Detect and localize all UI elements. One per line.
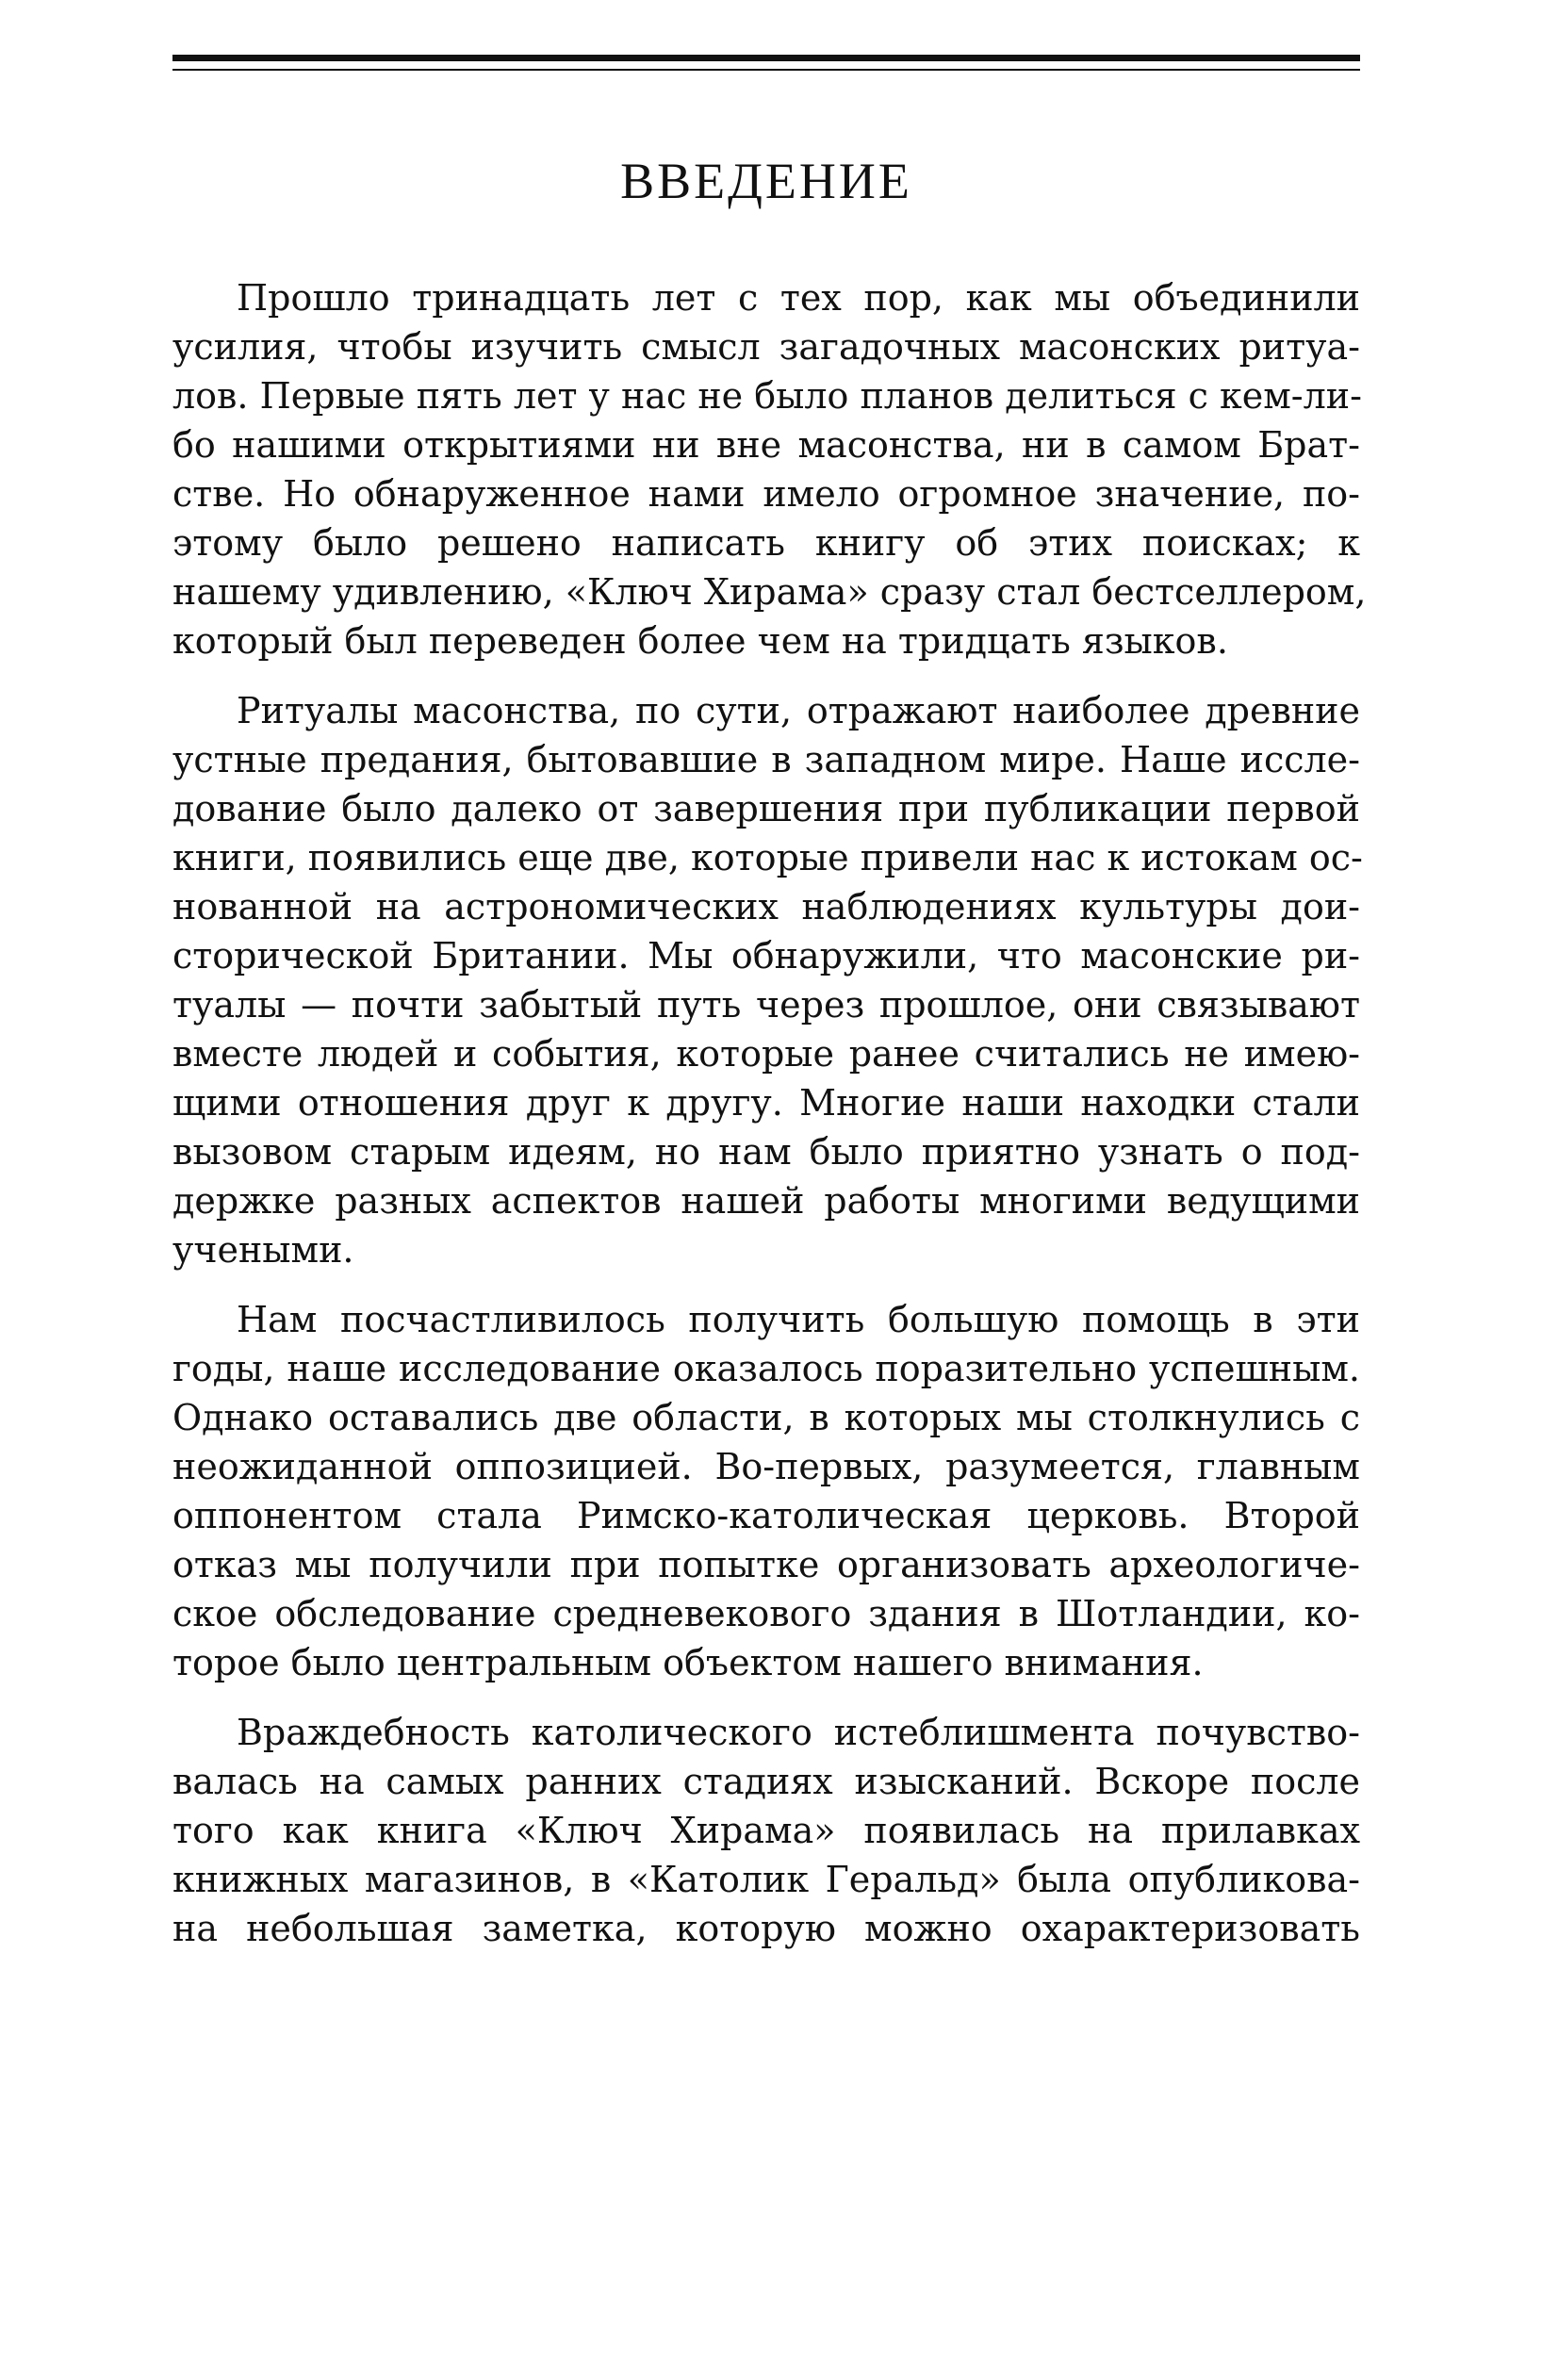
text-line: устные предания, бытовавшие в западном мире. Наше иссле- [172, 739, 1360, 780]
text-line: щими отношения друг к другу. Многие наши находки стали [172, 1082, 1360, 1124]
text-line: лов. Первые пять лет у нас не было планов делиться с кем-ли- [172, 375, 1362, 417]
text-line: нашему удивлению, «Ключ Хирама» сразу стал бестселлером, [172, 571, 1367, 613]
text-line: книжных магазинов, в «Католик Геральд» была опубликова- [172, 1859, 1360, 1900]
text-line: торое было центральным объектом нашего внимания. [172, 1642, 1204, 1683]
text-line: вместе людей и события, которые ранее считались не имею- [172, 1033, 1360, 1075]
text-line: ское обследование средневекового здания в Шотландии, ко- [172, 1593, 1360, 1634]
header-rule-thick [172, 55, 1360, 61]
text-line: бо нашими открытиями ни вне масонства, ни в самом Брат- [172, 424, 1360, 466]
text-line: Враждебность католического истеблишмента почувство- [237, 1712, 1360, 1753]
text-line: учеными. [172, 1229, 354, 1271]
text-line: дование было далеко от завершения при публикации первой [172, 788, 1360, 829]
text-line: годы, наше исследование оказалось поразительно успешным. [172, 1348, 1360, 1389]
paragraph-2 [172, 686, 1363, 1274]
text-line: на небольшая заметка, которую можно охарактеризовать [172, 1908, 1360, 1949]
text-line: нованной на астрономических наблюдениях культуры дои- [172, 886, 1360, 927]
text-line: вызовом старым идеям, но нам было приятно узнать о под- [172, 1131, 1360, 1173]
text-line: сторической Британии. Мы обнаружили, что масонские ри- [172, 935, 1360, 977]
paragraph-3 [172, 1295, 1360, 1687]
text-line: Однако оставались две области, в которых мы столкнулись с [172, 1397, 1360, 1438]
text-line: валась на самых ранних стадиях изысканий. Вскоре после [172, 1761, 1360, 1802]
text-line: того как книга «Ключ Хирама» появилась на прилавках [172, 1810, 1360, 1851]
text-line: усилия, чтобы изучить смысл загадочных масонских ритуа- [172, 326, 1360, 368]
text-line: книги, появились еще две, которые привели нас к истокам ос- [172, 837, 1363, 878]
chapter-heading: ВВЕДЕНИЕ [620, 153, 912, 209]
text-line: держке разных аспектов нашей работы многими ведущими [172, 1180, 1360, 1222]
text-line: который был переведен более чем на тридцать языков. [172, 620, 1228, 662]
paragraph-1 [172, 273, 1367, 665]
text-line: этому было решено написать книгу об этих поисках; к [172, 522, 1360, 564]
text-line: неожиданной оппозицией. Во-первых, разумеется, главным [172, 1446, 1360, 1487]
text-line: стве. Но обнаруженное нами имело огромное значение, по- [172, 473, 1360, 515]
body-text [172, 273, 1367, 1974]
text-line: туалы — почти забытый путь через прошлое, они связывают [172, 984, 1360, 1026]
text-line: Прошло тринадцать лет с тех пор, как мы объединили [237, 277, 1360, 319]
text-line: Нам посчастливилось получить большую помощь в эти [237, 1299, 1360, 1340]
text-line: Ритуалы масонства, по сути, отражают наиболее древние [237, 690, 1360, 731]
paragraph-4 [172, 1708, 1360, 1953]
text-line: оппонентом стала Римско-католическая церковь. Второй [172, 1495, 1360, 1536]
text-line: отказ мы получили при попытке организовать археологиче- [172, 1544, 1360, 1585]
header-rule-thin [172, 69, 1360, 71]
